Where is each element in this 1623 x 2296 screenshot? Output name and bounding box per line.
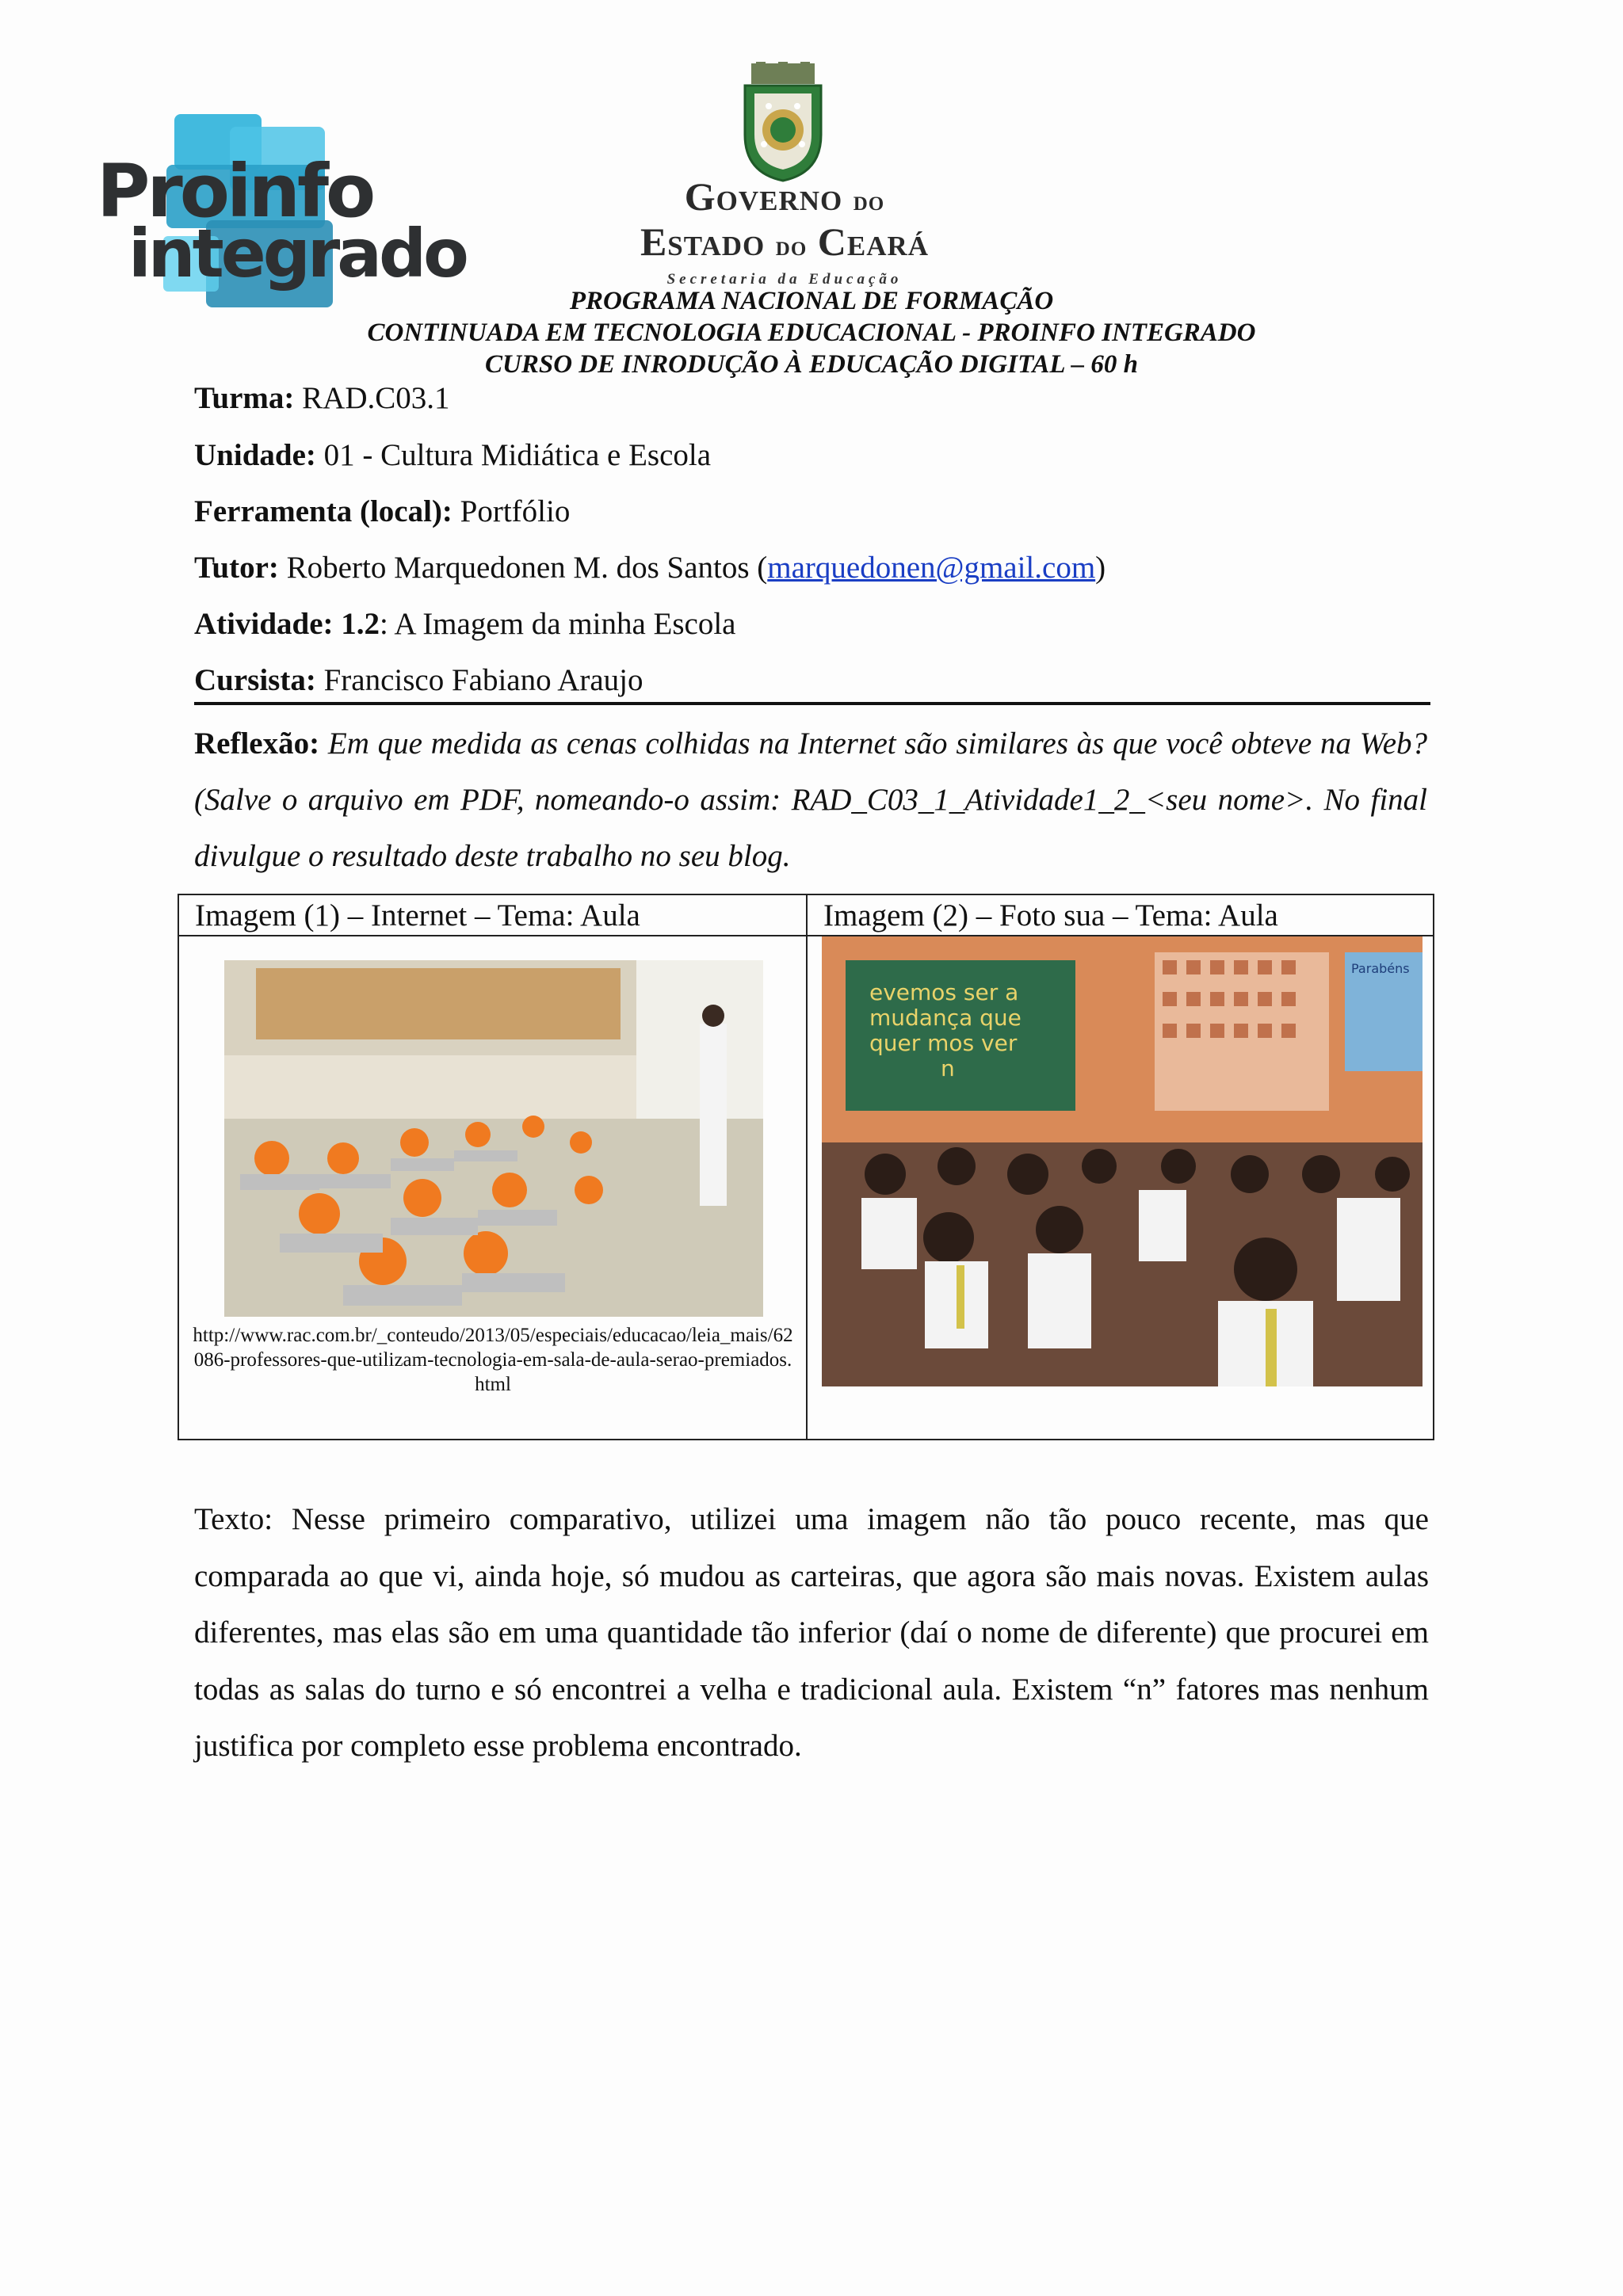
images-comparison-table [178,894,1434,1440]
governo-ceara-wordmark [626,176,943,288]
banner-text-line4: n [941,1055,955,1081]
cursista-line [194,662,643,699]
ceara-coat-of-arms-icon [737,62,829,182]
table-header-col2: Imagem (2) – Foto sua – Tema: Aula [823,898,1278,933]
table-column-divider [806,895,808,1439]
table-header-col1: Imagem (1) – Internet – Tema: Aula [195,898,640,933]
horizontal-rule [194,702,1430,705]
atividade-value: : A Imagem da minha Escola [380,607,736,641]
tutor-close-paren: ) [1095,551,1106,585]
atividade-label: Atividade: 1.2 [194,607,380,641]
internet-classroom-photo [224,960,763,1317]
tutor-line [194,550,1106,586]
turma-line [194,380,450,417]
reflexao-label: Reflexão: [194,727,320,761]
ferramenta-value: Portfólio [460,494,571,528]
logo-text-integrado: integrado [128,215,466,292]
reflexao-text: Em que medida as cenas colhidas na Internet são similares às que você obteve na Web? (Salve o arquivo em PDF, nomeando-o assim: RAD_C03_1_Atividade1_2_<seu nome>. No final divulgue o resultado deste trabalho no seu blog. [194,727,1428,873]
tutor-name: Roberto Marquedonen M. dos Santos ( [286,551,768,585]
banner-text-line2: mudança que [869,1005,1022,1031]
program-title-line2: CONTINUADA EM TECNOLOGIA EDUCACIONAL - PROINFO INTEGRADO [367,318,1256,347]
cursista-value: Francisco Fabiano Araujo [323,663,643,697]
gov-word-do: do [853,185,885,216]
turma-value: RAD.C03.1 [302,381,450,415]
banner-text-line3: quer mos ver [869,1030,1018,1056]
logo-text-proinfo: Proinfo [97,149,373,234]
gov-title-line1 [626,176,943,221]
ferramenta-label: Ferramenta (local): [194,494,453,528]
tutor-label: Tutor: [194,551,279,585]
turma-label: Turma: [194,381,295,415]
image1-source-url: http://www.rac.com.br/_conteudo/2013/05/especiais/educacao/leia_mais/62086-professores-que-utilizam-tecnologia-em-sala-de-aula-serao-premiados.html [193,1325,793,1395]
unidade-line [194,437,711,474]
program-title-line3: CURSO DE INRODUÇÃO À EDUCAÇÃO DIGITAL – 60 h [485,350,1138,379]
cursista-label: Cursista: [194,663,316,697]
proinfo-integrado-logo [87,109,466,315]
banner-text-line1: evemos ser a [869,979,1019,1005]
program-title-line1: PROGRAMA NACIONAL DE FORMAÇÃO [569,287,1054,315]
reflexao-paragraph [194,715,1427,884]
gov-word-ceara: Ceará [817,219,930,264]
wall-sign-text: Parabéns [1351,961,1410,976]
unidade-label: Unidade: [194,438,316,472]
atividade-line [194,606,735,643]
gov-title-line2 [626,221,943,266]
unidade-value: 01 - Cultura Midiática e Escola [323,438,712,472]
ferramenta-line [194,494,570,530]
own-classroom-photo [822,936,1423,1386]
gov-word-estado: Estado [640,219,766,264]
gov-word-governo: Governo [684,174,843,219]
tutor-email-link[interactable]: marquedonen@gmail.com [767,551,1096,585]
gov-word-do-2: do [775,230,808,261]
texto-paragraph: Texto: Nesse primeiro comparativo, utilizei uma imagem não tão pouco recente, mas que comparada ao que vi, ainda hoje, só mudou as carteiras, que agora são mais novas. Existem aulas diferentes, mas elas são em uma quantidade tão inferior (daí o nome de diferente) que procurei em todas as salas do turno e só encontrei a velha e tradicional aula. Existem “n” fatores mas nenhum justifica por completo esse problema encontrado. [194,1502,1429,1763]
gov-secretaria: Secretaria da Educação [666,271,903,288]
